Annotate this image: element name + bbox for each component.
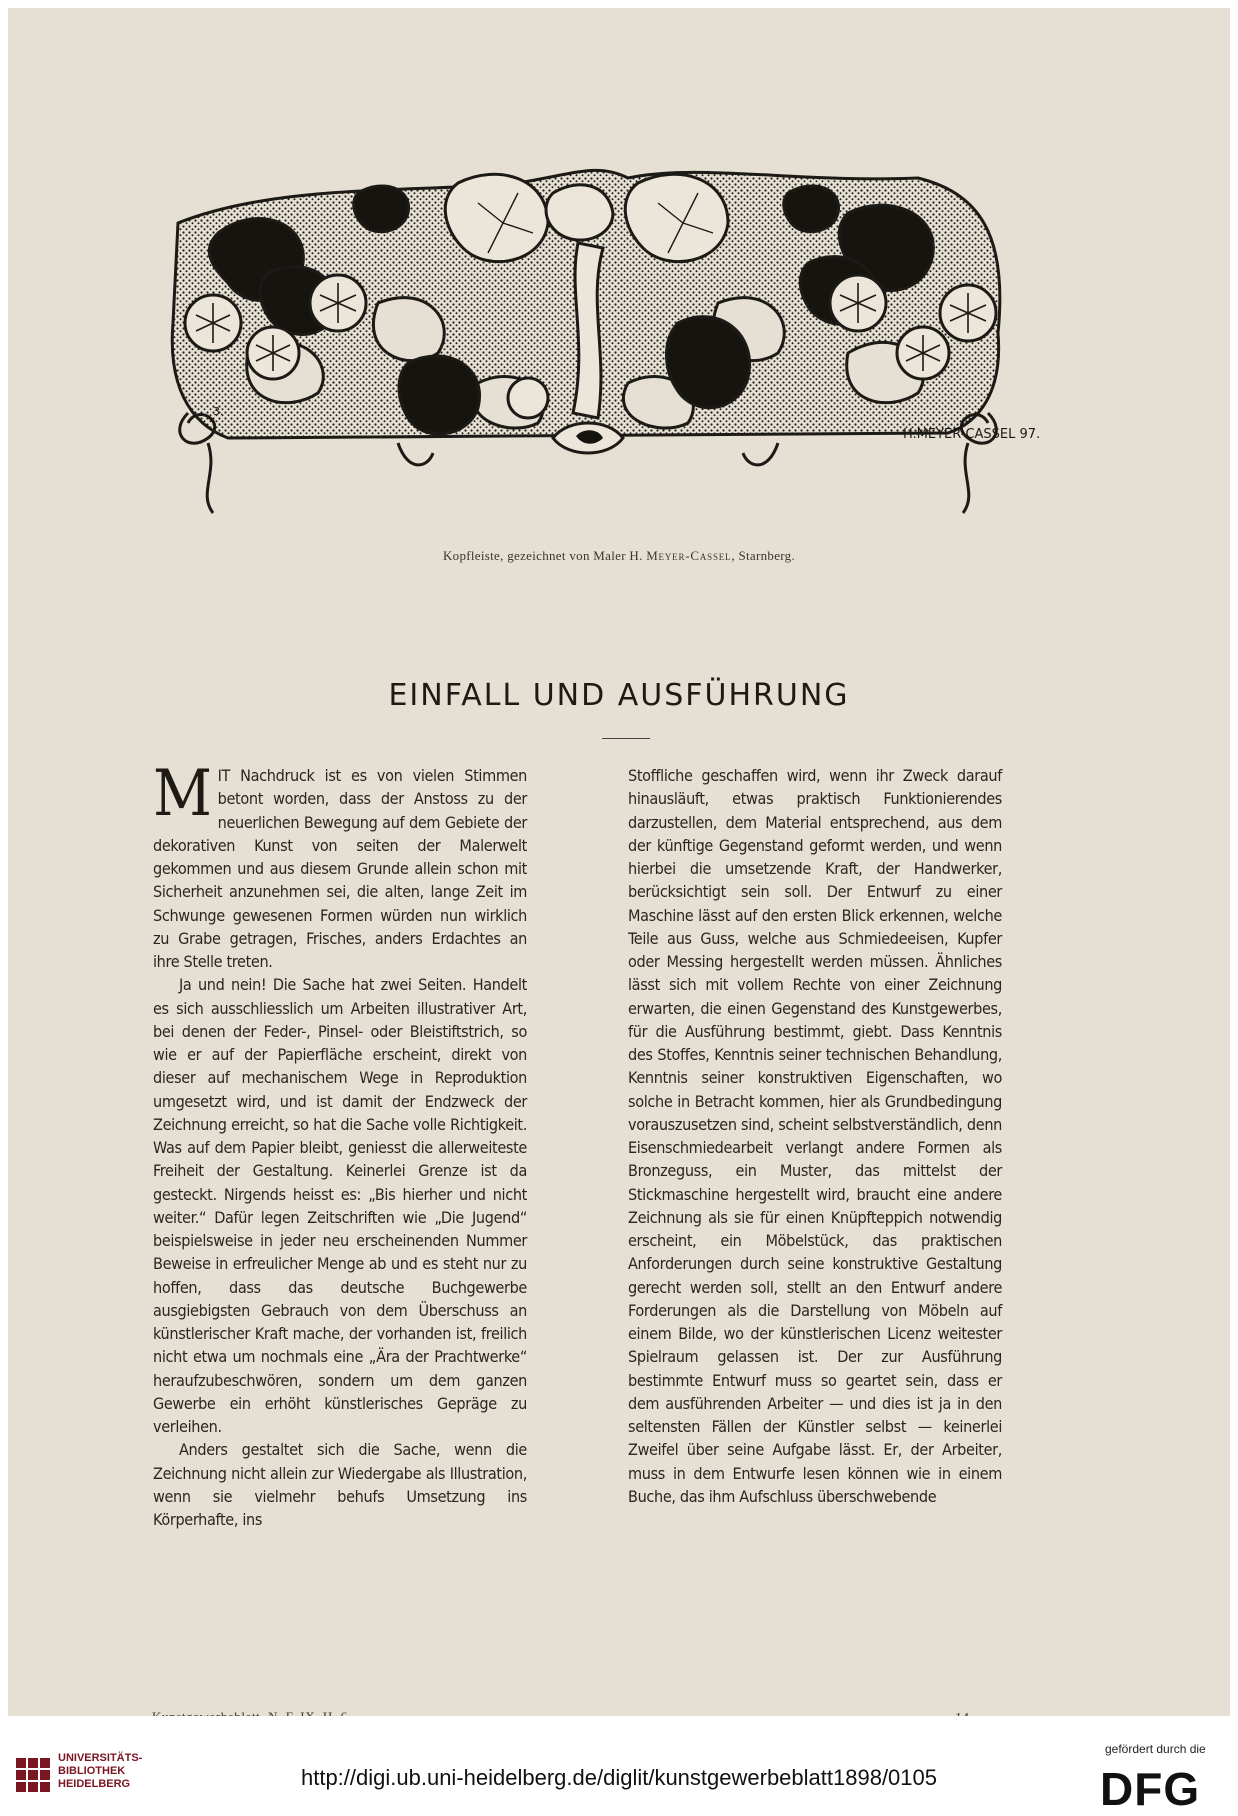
viewer-footer-bar — [0, 1716, 1238, 1812]
paragraph: Anders gestaltet sich die Sache, wenn die Zeichnung nicht allein zur Wiedergabe als Illustration, wenn sie vielmehr behufs Umsetzung ins Körperhafte, ins — [153, 1440, 527, 1529]
title-divider — [602, 738, 650, 739]
library-name-line: BIBLIOTHEK — [58, 1765, 126, 1777]
headpiece-caption — [8, 548, 1230, 564]
headpiece-ornament — [158, 153, 1041, 543]
caption-prefix: Kopfleiste, gezeichnet von Maler H. — [442, 548, 647, 563]
paragraph-text: IT Nachdruck ist es von vielen Stimmen betont worden, dass der Anstoss zu der neuerlichen Bewegung auf dem Gebiete der dekorativen Kunst von seiten der Malerwelt gekommen und aus diesem Grunde allein schon mit Sicherheit anzunehmen sei, die alten, lange Zeit im Schwunge gewesenen Formen würden nun wirklich zu Grabe getragen, Frisches, anders Erdachtes an ihre Stelle treten. — [153, 766, 527, 971]
right-column — [628, 764, 1002, 1508]
artist-signature: H.MEYER-CASSEL 97. — [903, 427, 1041, 442]
left-column — [153, 757, 527, 1531]
paragraph: Stoffliche geschaffen wird, wenn ihr Zweck darauf hinausläuft, etwas praktisch Funktionierendes darzustellen, dem Material entsprechend, aus dem der künftige Gegenstand geformt werden, und wenn hierbei die umsetzende Kraft, der Handwerker, berücksichtigt sein soll. Der Entwurf zu einer Maschine lässt auf den ersten Blick erkennen, welche Teile aus Guss, welche aus Schmiedeeisen, Kupfer oder Messing hergestellt werden müssen. Ähnliches lässt sich mit vollem Rechte von einer Zeichnung erwarten, die einen Gegenstand des Kunstgewerbes, für die Ausführung bestimmt, giebt. Dass Kenntnis des Stoffes, Kenntnis seiner technischen Behandlung, Kenntnis seiner konstruktiven Eigenschaften, wo solche in Betracht kommen, hier als Grundbedingung vorauszusetzen sind, scheint selbstverständlich, denn Eisenschmiedearbeit verlangt andere Formen als Bronzeguss, ein Muster, das mittelst der Stickmaschine hergestellt wird, braucht eine andere Zeichnung als sie für einen Knüpfteppich notwendig erscheint, ein Möbelstück, das praktischen Anforderungen durch seine konstruktive Gestaltung gerecht werden soll, stellt an den Entwurf andere Forderungen als die Darstellung von Möbeln auf einem Bilde, wo der künstlerischen Licenz weitester Spielraum gelassen ist. Der zur Ausführung bestimmte Entwurf muss so geartet sein, dass er dem ausführenden Arbeiter — und dies ist ja in den seltensten Fällen der Künstler selbst — keinerlei Zweifel über seine Aufgabe lässt. Er, der Arbeiter, muss in dem Entwurfe lesen können wie in einem Buche, das ihm Aufschluss überschwebende — [628, 766, 1002, 1506]
artist-monogram: 3. — [213, 405, 224, 418]
paragraph — [153, 757, 527, 973]
caption-suffix: , Starnberg. — [731, 548, 796, 563]
drop-cap: M — [153, 757, 212, 831]
library-name-line: UNIVERSITÄTS- — [58, 1752, 143, 1764]
paragraph: Ja und nein! Die Sache hat zwei Seiten. Handelt es sich ausschliesslich um Arbeiten illustrativer Art, bei denen der Feder-, Pinsel- oder Bleistiftstrich, so wie er auf der Papierfläche erscheint, direkt von dieser auf mechanischem Wege in Reproduktion umgesetzt wird, und ist damit der Endzweck der Zeichnung erreicht, so hat die Sache volle Richtigkeit. Was auf dem Papier bleibt, geniesst die allerweiteste Freiheit der Gestaltung. Keinerlei Grenze ist da gesteckt. Nirgends heisst es: „Bis hierher und nicht weiter.“ Dafür legen Zeitschriften wie „Die Jugend“ beispielsweise in jeder neu erscheinenden Nummer Beweise in erfreulicher Menge ab und es steht nur zu hoffen, dass das deutsche Buchgewerbe ausgiebigsten Gebrauch von dem Überschuss an künstlerischer Kraft mache, der vorhanden ist, freilich nicht etwa um nochmals eine „Ära der Prachtwerke“ heraufzubeschwören, sondern um dem ganzen Gewerbe ein erhöht künstlerisches Gepräge zu verleihen. — [153, 975, 527, 1436]
library-name-line: HEIDELBERG — [58, 1778, 131, 1790]
funding-label: gefördert durch die — [1105, 1742, 1206, 1756]
article-title: EINFALL UND AUSFÜHRUNG — [388, 678, 850, 713]
dfg-logo: DFG — [1100, 1763, 1201, 1815]
scanned-page — [8, 8, 1230, 1716]
caption-artist-name: Meyer-Cassel — [646, 548, 732, 563]
document-url-link[interactable]: http://digi.ub.uni-heidelberg.de/diglit/kunstgewerbeblatt1898/0105 — [300, 1765, 937, 1790]
